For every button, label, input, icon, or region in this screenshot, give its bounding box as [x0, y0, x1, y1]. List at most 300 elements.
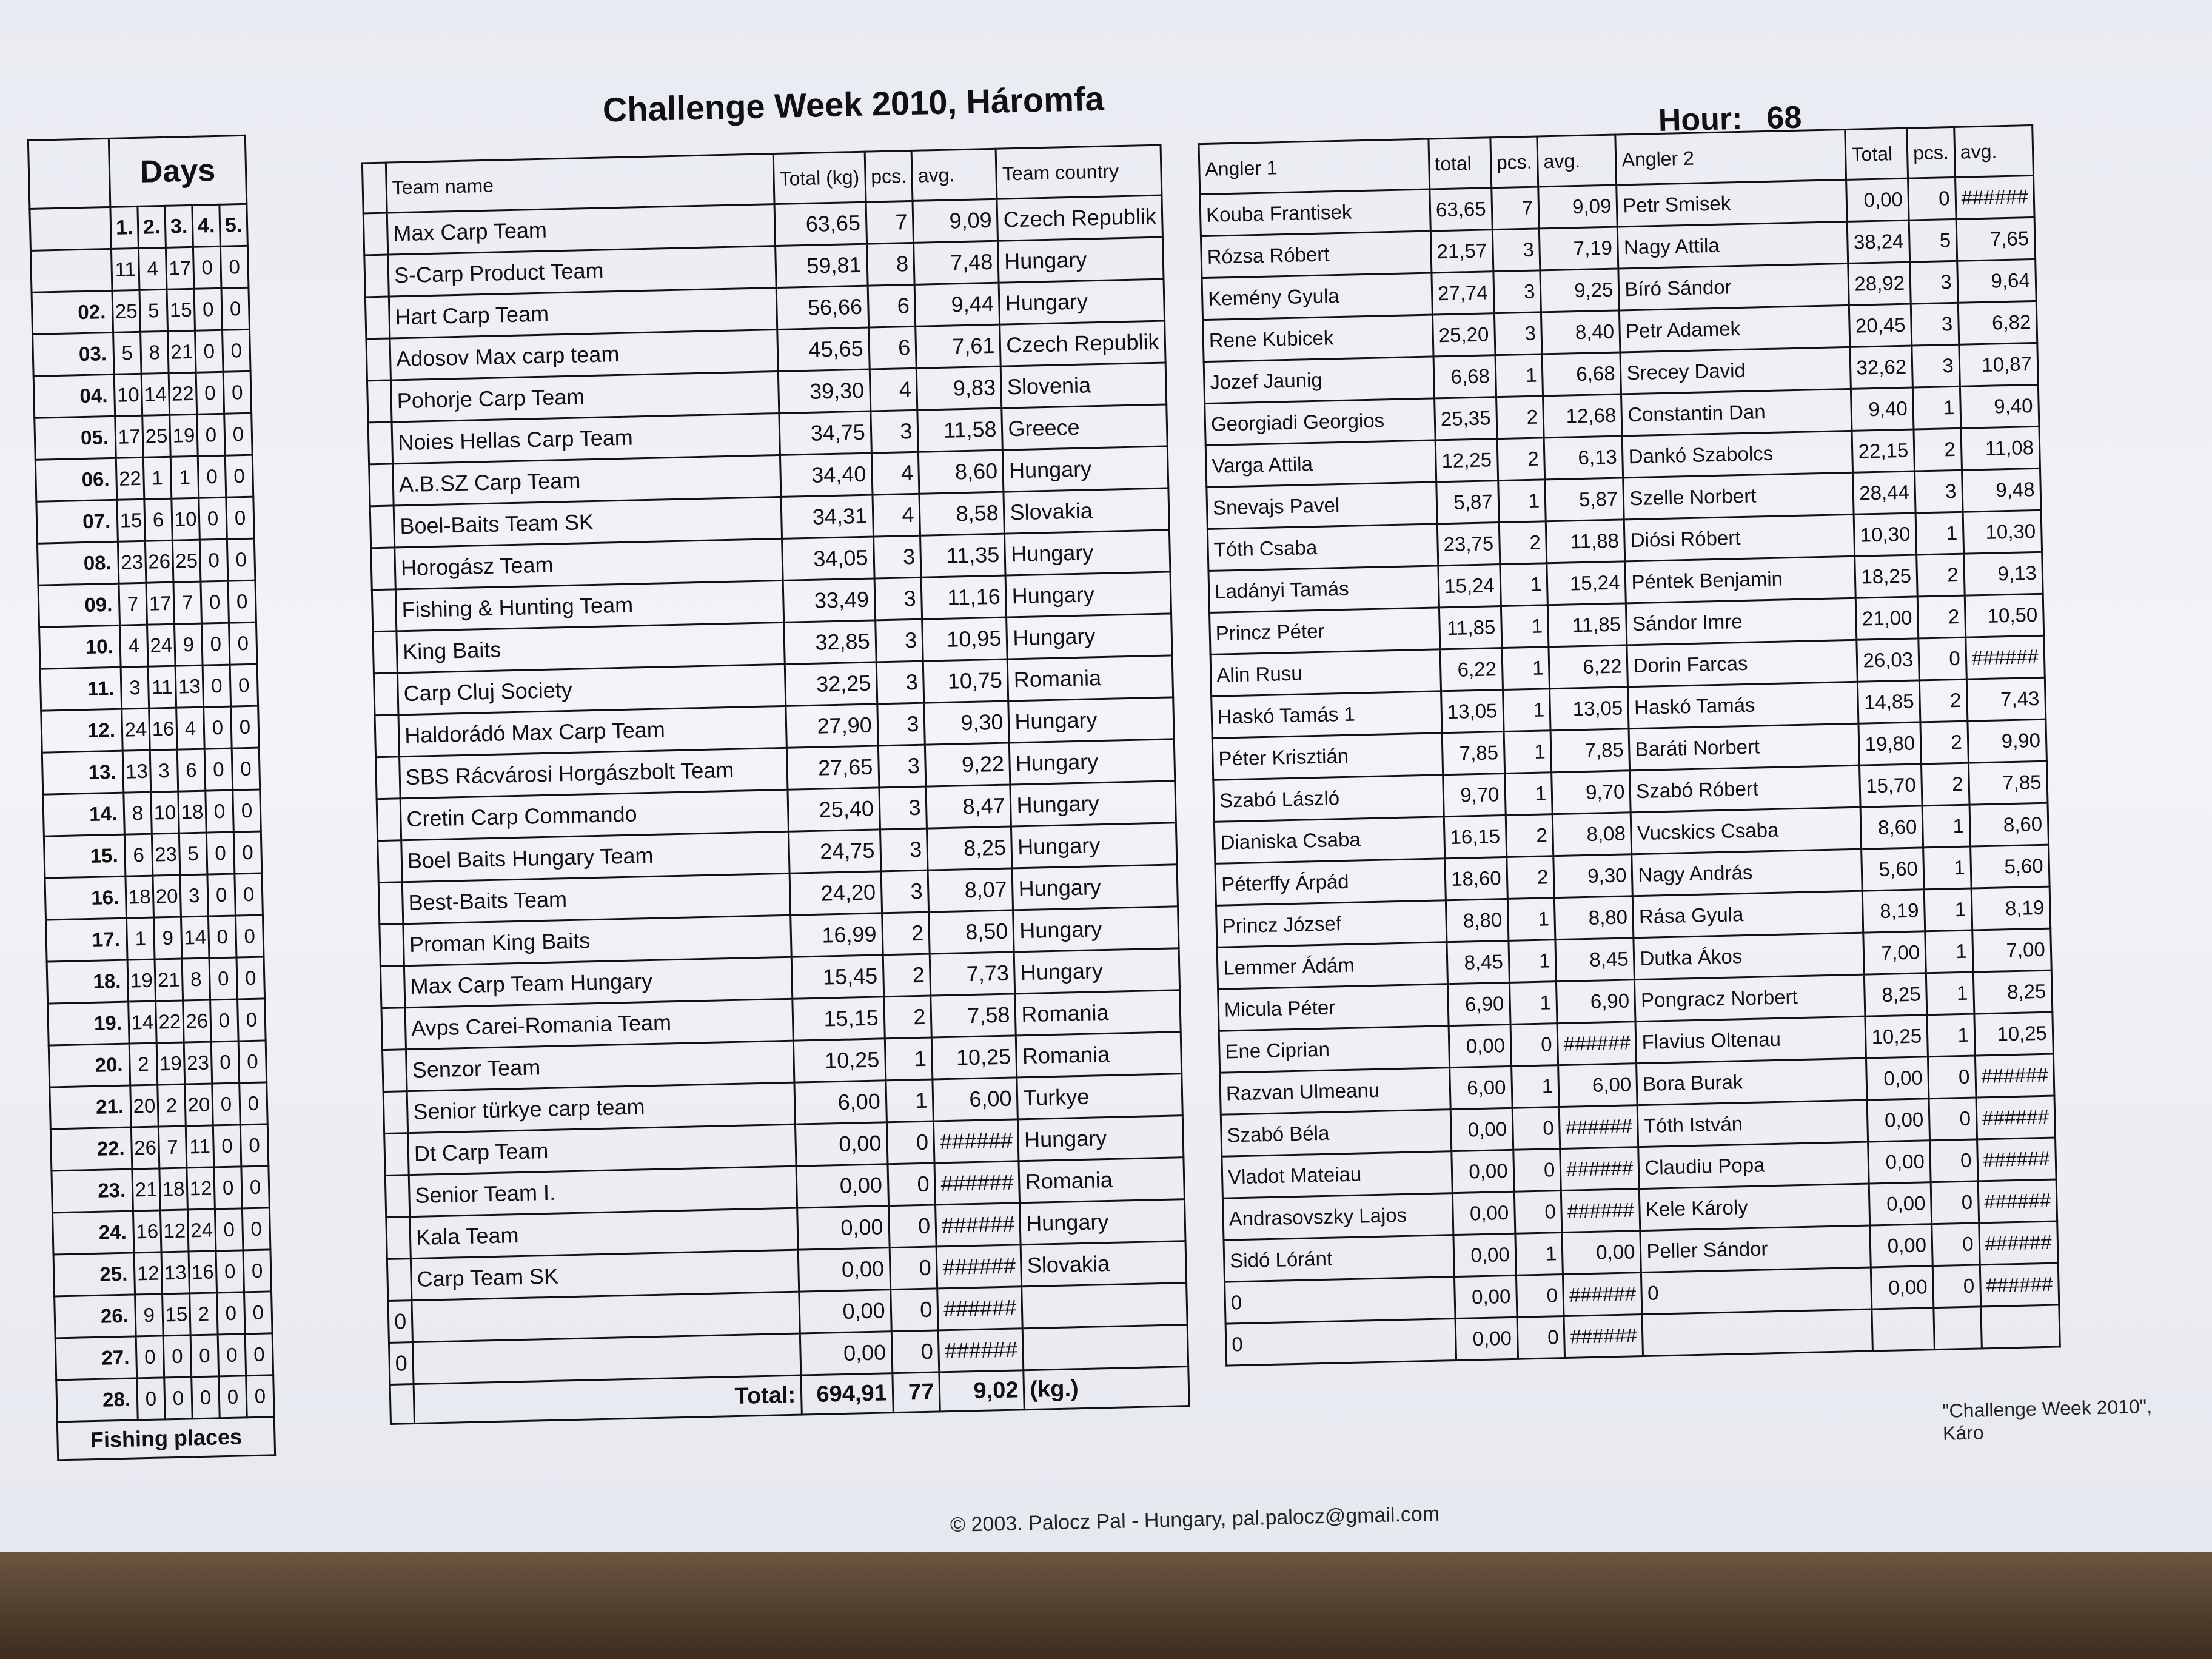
- col-angler2-pcs: pcs.: [1907, 127, 1956, 178]
- day-value: 0: [214, 1167, 243, 1209]
- day-value: 21: [132, 1168, 161, 1211]
- angler2-avg: 9,64: [1957, 259, 2036, 303]
- angler2-name: Haskó Tamás: [1628, 682, 1858, 729]
- day-value: 19: [156, 1042, 185, 1085]
- angler2-avg: 7,85: [1968, 761, 2048, 805]
- team-extra: [385, 1175, 410, 1218]
- angler2-name: Pongracz Norbert: [1635, 974, 1865, 1022]
- team-avg: 10,75: [923, 659, 1009, 703]
- day-value: 25: [112, 290, 141, 332]
- day-value: 12: [187, 1167, 215, 1210]
- day-value: 0: [240, 1082, 268, 1125]
- team-country: Hungary: [1007, 614, 1172, 659]
- days-row: [55, 1292, 272, 1338]
- team-name: Boel Baits Hungary Team: [401, 831, 789, 882]
- day-value: 0: [227, 538, 255, 581]
- angler2-pcs: 2: [1921, 763, 1969, 806]
- day-value: 7: [173, 581, 202, 624]
- angler1-total: 6,22: [1440, 648, 1503, 691]
- team-total: 34,31: [781, 495, 873, 538]
- team-pcs: 6: [868, 284, 916, 327]
- day-value: 7: [119, 583, 147, 625]
- angler2-name: Dorin Farcas: [1627, 640, 1857, 687]
- team-country: Romania: [1019, 1158, 1184, 1203]
- angler2-pcs: 0: [1932, 1265, 1980, 1308]
- day-value: 14: [141, 373, 170, 415]
- angler2-avg: ######: [1955, 175, 2034, 219]
- team-results-table: [361, 144, 1190, 1425]
- day-value: 0: [220, 246, 249, 288]
- days-corner-2: [30, 207, 112, 250]
- angler2-name: Peller Sándor: [1640, 1225, 1871, 1273]
- day-value: 24: [187, 1209, 216, 1252]
- col-team-name: Team name: [386, 154, 774, 213]
- angler1-pcs: 3: [1494, 312, 1542, 355]
- team-avg: 9,44: [914, 283, 1000, 326]
- angler1-pcs: 1: [1509, 940, 1557, 983]
- angler1-name: Jozef Jaunig: [1204, 357, 1434, 404]
- col-angler2: Angler 2: [1615, 129, 1846, 185]
- team-country: Slovakia: [1021, 1241, 1187, 1287]
- angler2-pcs: 1: [1925, 930, 1973, 973]
- team-name: King Baits: [397, 622, 785, 672]
- angler2-pcs: 2: [1917, 595, 1965, 638]
- days-row: [47, 957, 264, 1004]
- angler1-total: 0,00: [1449, 1024, 1511, 1067]
- team-avg: ######: [937, 1287, 1023, 1330]
- team-name: Haldorádó Max Carp Team: [398, 706, 786, 756]
- angler1-name: Rene Kubicek: [1203, 315, 1433, 362]
- angler2-pcs: 2: [1919, 679, 1967, 722]
- day-value: 9: [135, 1294, 164, 1336]
- angler2-name: Rása Gyula: [1633, 891, 1863, 938]
- day-value: 15: [117, 499, 146, 541]
- angler2-avg: 9,90: [1968, 719, 2047, 763]
- angler2-total: 0,00: [1870, 1224, 1932, 1267]
- angler2-total: 15,70: [1860, 764, 1922, 807]
- days-row: [55, 1333, 273, 1380]
- team-total: 0,00: [797, 1206, 890, 1250]
- angler1-pcs: 7: [1491, 187, 1539, 230]
- team-extra: [367, 380, 392, 423]
- angler1-name: Princz József: [1216, 900, 1446, 948]
- fishing-place-number: 26.: [55, 1295, 136, 1338]
- day-value: 0: [221, 287, 250, 330]
- day-value: 17: [115, 415, 144, 458]
- team-pcs: 2: [883, 996, 931, 1039]
- days-row: [44, 831, 261, 878]
- angler2-pcs: 3: [1912, 344, 1960, 387]
- fishing-place-number: 02.: [32, 290, 113, 334]
- team-extra: [383, 1050, 407, 1092]
- day-value: 0: [198, 455, 226, 498]
- team-country: Czech Republik: [997, 195, 1162, 241]
- team-total: 33,49: [783, 578, 875, 622]
- angler1-total: 21,57: [1430, 230, 1493, 273]
- team-name: Horogász Team: [395, 538, 783, 589]
- team-country: Hungary: [1005, 530, 1170, 575]
- team-name: Best-Baits Team: [402, 873, 790, 923]
- angler1-name: Szabó László: [1213, 775, 1444, 822]
- angler1-avg: ######: [1563, 1273, 1643, 1316]
- days-row: [50, 1082, 267, 1129]
- team-name: Noies Hellas Carp Team: [392, 413, 780, 463]
- days-row: [35, 455, 253, 501]
- days-row: [37, 538, 255, 585]
- angler1-total: 0,00: [1452, 1191, 1515, 1235]
- angler1-name: Snevajs Pavel: [1207, 482, 1437, 529]
- day-value: 22: [156, 1000, 184, 1043]
- team-extra: [381, 1008, 406, 1050]
- team-pcs: 0: [888, 1163, 936, 1206]
- day-value: 0: [224, 413, 253, 455]
- team-extra: [380, 966, 405, 1008]
- angler2-name: Sándor Imre: [1626, 598, 1857, 645]
- angler2-total: [1872, 1308, 1934, 1351]
- angler2-total: 10,30: [1854, 513, 1917, 556]
- angler1-name: Andrasovszky Lajos: [1222, 1193, 1453, 1241]
- angler2-name: Petr Smisek: [1617, 179, 1847, 227]
- day-value: 0: [213, 1125, 241, 1167]
- team-country: Hungary: [1010, 781, 1176, 826]
- team-name: Max Carp Team: [387, 204, 775, 255]
- team-pcs: 3: [876, 661, 924, 704]
- angler2-name: Srecey David: [1620, 347, 1851, 394]
- total-kg: 694,91: [801, 1373, 893, 1415]
- col-country: Team country: [996, 145, 1162, 199]
- team-pcs: 0: [891, 1330, 939, 1373]
- team-name: A.B.SZ Carp Team: [393, 455, 781, 505]
- angler2-pcs: 3: [1911, 303, 1959, 346]
- angler2-avg: 8,60: [1969, 803, 2049, 846]
- team-extra: 0: [388, 1301, 413, 1343]
- day-numbers-row: [30, 204, 247, 250]
- angler1-total: 0,00: [1450, 1108, 1513, 1151]
- angler2-avg: ######: [1965, 635, 2045, 679]
- angler2-name: 0: [1641, 1267, 1872, 1315]
- angler2-avg: ######: [1978, 1179, 2057, 1223]
- angler1-name: Razvan Ulmeanu: [1220, 1068, 1450, 1115]
- angler2-name: Vucskics Csaba: [1631, 807, 1862, 854]
- angler1-avg: 8,45: [1555, 938, 1635, 982]
- fishing-place-number: 18.: [47, 960, 129, 1004]
- day-value: 20: [185, 1084, 213, 1126]
- day-value: 20: [153, 875, 181, 917]
- day-value: 25: [172, 540, 201, 582]
- team-pcs: 3: [873, 535, 921, 578]
- team-avg: 7,58: [931, 994, 1016, 1037]
- col-angler1-total: total: [1429, 138, 1491, 189]
- angler2-name: Flavius Oltenau: [1635, 1016, 1866, 1064]
- days-row: [46, 915, 264, 962]
- angler1-total: 8,80: [1446, 899, 1508, 942]
- team-name: Boel-Baits Team SK: [394, 497, 782, 547]
- day-value: 0: [193, 246, 221, 289]
- angler2-name: Szabó Róbert: [1630, 765, 1860, 813]
- angler1-total: 15,24: [1438, 565, 1501, 608]
- team-extra: [378, 840, 403, 883]
- day-number: 3.: [165, 205, 193, 247]
- fishing-place-number: 07.: [36, 500, 118, 543]
- angler1-avg: 11,88: [1546, 520, 1626, 563]
- team-avg: ######: [934, 1119, 1019, 1163]
- day-value: 0: [212, 1083, 241, 1125]
- team-country: Czech Republik: [1000, 321, 1165, 366]
- team-name: Senior türkye carp team: [407, 1082, 795, 1133]
- angler2-total: 10,25: [1865, 1015, 1928, 1058]
- days-header-row: [28, 135, 246, 209]
- day-value: 0: [217, 1292, 246, 1335]
- angler1-total: 16,15: [1444, 815, 1506, 858]
- angler1-avg: 9,30: [1553, 854, 1633, 898]
- team-total: 32,85: [784, 620, 876, 664]
- day-value: 0: [204, 706, 232, 749]
- team-total: 15,45: [791, 955, 883, 999]
- angler1-avg: 9,09: [1538, 185, 1618, 229]
- angler2-pcs: 1: [1922, 805, 1970, 848]
- team-country: Hungary: [1013, 907, 1179, 952]
- day-value: 18: [159, 1168, 188, 1210]
- day-value: 0: [229, 622, 257, 665]
- team-country: Hungary: [999, 279, 1165, 324]
- team-total: 0,00: [798, 1248, 890, 1292]
- angler2-pcs: 0: [1930, 1139, 1978, 1182]
- team-name: Senzor Team: [406, 1041, 794, 1091]
- team-pcs: 0: [890, 1247, 937, 1290]
- angler1-avg: 6,00: [1558, 1064, 1638, 1107]
- angler1-total: 25,35: [1435, 397, 1497, 440]
- angler1-total: 0,00: [1454, 1275, 1517, 1318]
- angler1-avg: 12,68: [1543, 394, 1623, 438]
- team-name: Carp Cluj Society: [397, 664, 785, 714]
- fishing-place-number: 14.: [43, 793, 125, 836]
- team-name: S-Carp Product Team: [388, 246, 776, 297]
- angler1-name: Péter Krisztián: [1212, 733, 1443, 780]
- team-avg: ######: [936, 1245, 1022, 1289]
- day-value: 0: [230, 664, 258, 706]
- angler1-name: Princz Péter: [1210, 608, 1440, 655]
- angler2-name: Baráti Norbert: [1629, 723, 1859, 771]
- day-value: 8: [124, 792, 152, 834]
- days-row: [35, 413, 252, 460]
- team-pcs: 4: [873, 494, 920, 537]
- day-value: 0: [238, 1041, 267, 1083]
- day-value: 0: [242, 1208, 270, 1250]
- team-total: 24,75: [789, 830, 881, 873]
- team-avg: 10,95: [922, 617, 1008, 661]
- team-extra: [376, 757, 401, 799]
- team-name: Carp Team SK: [411, 1250, 799, 1300]
- team-pcs: 2: [882, 912, 930, 955]
- days-header: Days: [109, 135, 247, 207]
- angler2-name: Bora Burak: [1637, 1058, 1867, 1105]
- angler1-avg: 8,80: [1555, 896, 1634, 940]
- team-total: 0,00: [800, 1332, 892, 1375]
- angler1-avg: 6,90: [1557, 980, 1636, 1024]
- day-value: 0: [199, 497, 227, 540]
- angler1-name: Lemmer Ádám: [1217, 942, 1447, 990]
- angler2-total: 20,45: [1849, 304, 1912, 347]
- team-pcs: 3: [878, 745, 926, 788]
- fishing-place-number: 24.: [52, 1211, 134, 1255]
- angler2-pcs: 1: [1915, 512, 1963, 555]
- team-extra: [374, 673, 398, 716]
- day-value: 26: [183, 1000, 212, 1042]
- angler2-avg: 7,65: [1956, 217, 2036, 261]
- angler1-pcs: 0: [1516, 1275, 1564, 1318]
- day-value: 11: [148, 666, 176, 708]
- angler1-pcs: 3: [1493, 270, 1541, 313]
- days-table: [27, 135, 276, 1461]
- angler1-total: 8,45: [1447, 940, 1509, 984]
- day-value: 23: [118, 541, 146, 583]
- team-country: Romania: [1016, 1032, 1182, 1078]
- fishing-place-number: 09.: [38, 583, 120, 627]
- day-value: 19: [127, 959, 156, 1002]
- team-country: Hungary: [1020, 1199, 1185, 1245]
- angler2-total: 8,25: [1865, 973, 1927, 1016]
- angler1-avg: ######: [1557, 1022, 1637, 1065]
- angler2-total: 38,24: [1848, 220, 1910, 263]
- days-row: [33, 371, 251, 418]
- angler1-name: Kemény Gyula: [1202, 273, 1432, 320]
- angler1-total: 13,05: [1441, 690, 1504, 733]
- team-extra: [377, 799, 401, 841]
- day-value: 0: [163, 1335, 192, 1378]
- team-extra: [383, 1091, 408, 1134]
- angler2-total: 28,92: [1848, 262, 1911, 305]
- day-value: 0: [232, 748, 260, 790]
- team-avg: 11,16: [921, 575, 1007, 619]
- angler2-total: 0,00: [1868, 1141, 1931, 1184]
- angler1-total: 7,85: [1442, 732, 1504, 775]
- angler2-avg: [1981, 1305, 2060, 1349]
- angler1-pcs: 1: [1502, 647, 1550, 690]
- team-name: Dt Carp Team: [408, 1124, 796, 1175]
- angler2-pcs: 3: [1910, 261, 1958, 304]
- fishing-place-number: 08.: [37, 541, 119, 585]
- day-value: 0: [195, 330, 224, 372]
- angler2-pcs: 0: [1908, 177, 1956, 220]
- angler2-avg: 10,87: [1959, 343, 2038, 386]
- team-name: Senior Team I.: [409, 1166, 797, 1216]
- angler2-pcs: 1: [1924, 888, 1972, 931]
- angler1-total: 6,00: [1450, 1066, 1512, 1109]
- angler2-avg: ######: [1979, 1221, 2058, 1265]
- team-total: 16,99: [791, 913, 883, 957]
- angler1-pcs: 1: [1500, 563, 1547, 606]
- fishing-place-number: 03.: [33, 332, 115, 376]
- team-extra: 0: [389, 1342, 414, 1385]
- team-country: Hungary: [1005, 572, 1171, 617]
- team-name: SBS Rácvárosi Horgászbolt Team: [400, 748, 788, 798]
- angler1-pcs: 1: [1511, 1065, 1559, 1108]
- day-value: 13: [122, 750, 151, 793]
- team-country: Hungary: [1018, 1116, 1184, 1161]
- day-value: 6: [124, 834, 153, 876]
- day-value: 0: [243, 1250, 272, 1292]
- team-country: Turkye: [1017, 1074, 1182, 1119]
- team-total: 34,75: [779, 411, 871, 455]
- fishing-place-number: 21.: [50, 1085, 132, 1129]
- angler1-avg: 8,08: [1552, 813, 1632, 856]
- angler2-name: Dankó Szabolcs: [1622, 431, 1852, 478]
- team-extra: [363, 213, 388, 255]
- team-avg: 9,22: [925, 743, 1011, 786]
- team-total: 63,65: [774, 202, 866, 246]
- angler1-pcs: 1: [1515, 1233, 1563, 1276]
- day-value: 0: [197, 414, 226, 456]
- day-value: 21: [155, 959, 183, 1001]
- team-extra: [387, 1259, 412, 1301]
- angler2-avg: 9,48: [1962, 468, 2041, 512]
- day-value: 13: [175, 665, 204, 708]
- col-angler2-avg: avg.: [1954, 125, 2033, 177]
- angler1-name: Sidó Lóránt: [1224, 1235, 1454, 1282]
- day-value: 20: [130, 1085, 159, 1127]
- day-value: 0: [208, 916, 236, 958]
- team-extra: [371, 548, 396, 590]
- days-row: [52, 1166, 269, 1213]
- team-name: Kala Team: [410, 1208, 798, 1258]
- team-extra: [372, 589, 397, 632]
- team-pcs: 3: [879, 786, 927, 830]
- angler1-pcs: 0: [1513, 1149, 1561, 1192]
- days-row: [49, 1041, 266, 1087]
- team-pcs: 0: [888, 1205, 936, 1248]
- angler2-name: Dutka Ákos: [1634, 933, 1864, 980]
- day-value: 0: [245, 1333, 273, 1376]
- angler1-name: Rózsa Róbert: [1201, 231, 1431, 278]
- day-value: 0: [201, 581, 229, 623]
- team-pcs: 3: [870, 410, 918, 453]
- day-value: 22: [169, 372, 197, 415]
- day-value: 0: [231, 706, 260, 748]
- angler2-total: 0,00: [1866, 1057, 1929, 1100]
- day-value: 0: [219, 1376, 247, 1418]
- angler1-total: 27,74: [1432, 272, 1494, 315]
- col-extra: [362, 163, 387, 213]
- team-name: Pohorje Carp Team: [391, 371, 779, 421]
- angler2-pcs: 2: [1920, 721, 1968, 764]
- angler1-total: 0,00: [1452, 1150, 1514, 1193]
- day-value: 0: [233, 789, 261, 832]
- day-value: 0: [137, 1378, 166, 1420]
- angler2-avg: 7,43: [1966, 677, 2046, 721]
- angler2-pcs: 0: [1929, 1098, 1977, 1141]
- team-extra: [373, 631, 398, 674]
- team-total: 15,15: [793, 997, 885, 1041]
- team-total: 27,90: [786, 704, 878, 748]
- day-value: 11: [111, 248, 139, 290]
- angler1-name: Ene Ciprian: [1219, 1026, 1449, 1073]
- days-row: [50, 1124, 268, 1171]
- angler2-total: 21,00: [1856, 597, 1919, 640]
- days-row: [41, 706, 259, 752]
- team-total: 34,05: [782, 537, 874, 580]
- angler1-pcs: 2: [1496, 396, 1544, 439]
- angler1-name: Tóth Csaba: [1207, 524, 1438, 571]
- page-title: Challenge Week 2010, Háromfa: [602, 79, 1105, 129]
- team-extra: [366, 338, 391, 381]
- team-avg: 8,50: [929, 910, 1014, 954]
- day-value: 4: [120, 625, 149, 667]
- team-country: Hungary: [1014, 948, 1180, 994]
- angler1-pcs: 2: [1499, 521, 1547, 565]
- team-country: Hungary: [1010, 739, 1175, 785]
- team-country: Romania: [1015, 990, 1181, 1036]
- day-value: 0: [206, 790, 234, 833]
